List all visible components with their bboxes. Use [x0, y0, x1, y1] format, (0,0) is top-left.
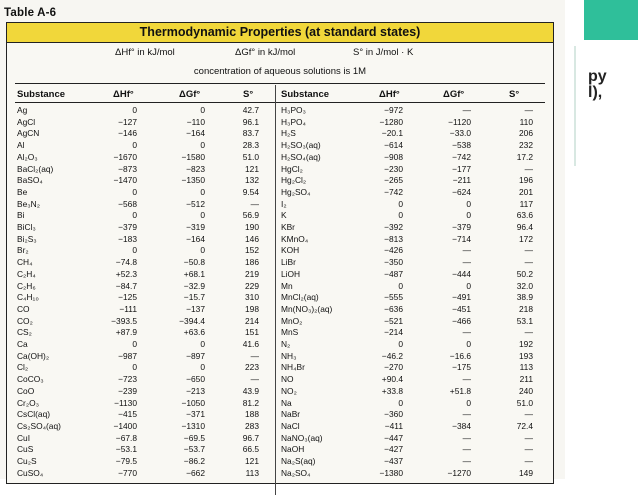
entropy-cell: 192 — [519, 339, 533, 349]
gibbs-cell: −444 — [452, 268, 471, 279]
entropy-cell: — — [524, 245, 533, 256]
substance-cell: NaOH — [281, 444, 305, 455]
side-text-fragment: py — [588, 68, 607, 85]
gibbs-cell: −1580 — [181, 151, 205, 162]
gibbs-cell: −1350 — [181, 175, 205, 186]
enthalpy-cell: −270 — [384, 362, 403, 373]
substance-cell: KBr — [281, 222, 295, 232]
enthalpy-cell: −67.8 — [115, 432, 137, 443]
enthalpy-cell: 0 — [132, 362, 137, 373]
entropy-cell: 96.1 — [242, 116, 259, 127]
enthalpy-cell: 0 — [132, 140, 137, 151]
gibbs-cell: −394.4 — [179, 315, 205, 326]
substance-cell: Na — [281, 397, 292, 408]
unit-entropy: S° in J/mol · K — [353, 47, 414, 58]
enthalpy-cell: −415 — [118, 409, 137, 420]
gibbs-cell: — — [462, 374, 471, 385]
substance-cell: NO — [281, 374, 294, 385]
gibbs-cell: −1310 — [181, 420, 205, 431]
enthalpy-cell: 0 — [132, 210, 137, 221]
substance-cell: Ca(OH)₂ — [17, 350, 50, 361]
gibbs-cell: −714 — [452, 233, 471, 244]
gibbs-cell: −175 — [452, 362, 471, 373]
entropy-cell: 240 — [519, 385, 533, 396]
enthalpy-cell: −379 — [118, 222, 137, 232]
substance-cell: Cs₂SO₄(aq) — [17, 420, 61, 431]
gibbs-cell: 0 — [200, 140, 205, 151]
entropy-cell: 214 — [245, 315, 259, 326]
entropy-cell: 28.3 — [242, 140, 259, 151]
accent-block — [584, 0, 638, 40]
entropy-cell: 66.5 — [242, 444, 259, 455]
gibbs-cell: −86.2 — [183, 456, 205, 466]
gibbs-cell: −164 — [186, 128, 205, 139]
gibbs-cell: — — [462, 245, 471, 256]
enthalpy-cell: +52.3 — [115, 268, 137, 279]
entropy-cell: — — [524, 456, 533, 466]
gibbs-cell: −384 — [452, 420, 471, 431]
entropy-cell: — — [524, 163, 533, 174]
entropy-cell: 198 — [245, 303, 259, 314]
enthalpy-cell: −770 — [118, 467, 137, 478]
substance-cell: CuS — [17, 444, 34, 455]
gibbs-cell: — — [462, 444, 471, 455]
header-rule-top — [15, 83, 545, 84]
gibbs-cell: −742 — [452, 151, 471, 162]
gibbs-cell: −50.8 — [183, 257, 205, 268]
gibbs-cell: +63.6 — [183, 327, 205, 338]
entropy-cell: 201 — [519, 186, 533, 197]
substance-cell: CuI — [17, 432, 31, 443]
substance-cell: NO₂ — [281, 385, 297, 396]
entropy-cell: 229 — [245, 280, 259, 291]
entropy-cell: 53.1 — [516, 315, 533, 326]
substance-cell: Bi — [17, 210, 25, 221]
enthalpy-cell: −74.8 — [115, 257, 137, 268]
header-substance-right: Substance — [281, 89, 330, 100]
substance-cell: H₂SO₃(aq) — [281, 140, 321, 151]
substance-cell: NH₃ — [281, 350, 297, 361]
entropy-cell: 83.7 — [242, 128, 259, 139]
substance-cell: Mn(NO₃)₂(aq) — [281, 303, 333, 314]
enthalpy-cell: −111 — [119, 303, 137, 314]
entropy-cell: — — [524, 257, 533, 268]
gibbs-cell: — — [462, 409, 471, 420]
enthalpy-cell: 0 — [398, 280, 403, 291]
substance-cell: I₂ — [281, 198, 287, 209]
gibbs-cell: — — [462, 257, 471, 268]
substance-cell: NaNO₃(aq) — [281, 432, 323, 443]
enthalpy-cell: −636 — [384, 303, 403, 314]
enthalpy-cell: −426 — [384, 245, 403, 256]
substance-cell: BaCl₂(aq) — [17, 163, 54, 174]
entropy-cell: 43.9 — [242, 385, 259, 396]
gibbs-cell: −897 — [186, 350, 205, 361]
enthalpy-cell: −972 — [384, 105, 403, 115]
table-label: Table A-6 — [4, 7, 57, 19]
entropy-cell: 113 — [245, 467, 259, 478]
gibbs-cell: −69.5 — [183, 432, 205, 443]
enthalpy-cell: +33.8 — [381, 385, 403, 396]
gibbs-cell: −1270 — [447, 467, 471, 478]
gibbs-cell: −1120 — [448, 116, 471, 127]
gibbs-cell: −823 — [186, 163, 205, 174]
entropy-cell: 32.0 — [516, 280, 533, 291]
entropy-cell: 152 — [245, 245, 259, 256]
gibbs-cell: 0 — [200, 186, 205, 197]
enthalpy-cell: −555 — [384, 292, 403, 303]
enthalpy-cell: −146 — [118, 128, 137, 139]
entropy-cell: 81.2 — [242, 397, 259, 408]
entropy-cell: 51.0 — [242, 151, 259, 162]
gibbs-cell: −512 — [186, 198, 205, 209]
enthalpy-cell: −813 — [384, 233, 403, 244]
entropy-cell: 96.4 — [516, 222, 533, 232]
enthalpy-cell: −1670 — [113, 151, 137, 162]
substance-cell: Cl₂ — [17, 362, 29, 373]
gibbs-cell: −177 — [452, 163, 471, 174]
gibbs-cell: 0 — [466, 397, 471, 408]
entropy-cell: 149 — [519, 467, 533, 478]
substance-cell: CsCl(aq) — [17, 409, 51, 420]
gibbs-cell: −1050 — [181, 397, 205, 408]
gibbs-cell: −16.6 — [449, 350, 471, 361]
enthalpy-cell: 0 — [132, 105, 137, 115]
substance-cell: MnS — [281, 327, 299, 338]
enthalpy-cell: −1130 — [114, 397, 137, 408]
substance-cell: Hg₂SO₄ — [281, 186, 311, 197]
enthalpy-cell: −521 — [384, 315, 403, 326]
enthalpy-cell: −20.1 — [381, 128, 403, 139]
header-g-right: ΔGf° — [443, 89, 465, 100]
gibbs-cell: −33.0 — [449, 128, 471, 139]
gibbs-cell: −319 — [186, 222, 205, 232]
entropy-cell: 232 — [519, 140, 533, 151]
enthalpy-cell: −873 — [118, 163, 137, 174]
entropy-cell: 38.9 — [516, 292, 533, 303]
entropy-cell: 110 — [519, 116, 533, 127]
enthalpy-cell: −53.1 — [115, 444, 137, 455]
entropy-cell: 196 — [519, 175, 533, 186]
entropy-cell: — — [524, 409, 533, 420]
enthalpy-cell: 0 — [398, 397, 403, 408]
substance-cell: Na₂S(aq) — [281, 456, 316, 466]
entropy-cell: — — [250, 350, 259, 361]
substance-cell: BiCl₃ — [17, 222, 36, 232]
substance-cell: Hg₂Cl₂ — [281, 175, 307, 186]
enthalpy-cell: −447 — [384, 432, 403, 443]
substance-cell: K — [281, 210, 287, 221]
substance-cell: Cr₂O₃ — [17, 397, 40, 408]
entropy-cell: — — [524, 444, 533, 455]
substance-cell: AgCl — [17, 116, 36, 127]
enthalpy-cell: −723 — [118, 374, 137, 385]
side-text-fragment-2: l), — [588, 84, 603, 101]
substance-cell: CO₂ — [17, 315, 33, 326]
substance-cell: Be₃N₂ — [17, 198, 40, 209]
substance-cell: KMnO₄ — [281, 233, 309, 244]
entropy-cell: 193 — [519, 350, 533, 361]
gibbs-cell: — — [462, 327, 471, 338]
substance-cell: Bi₂S₃ — [17, 233, 37, 244]
gibbs-cell: −624 — [452, 186, 471, 197]
unit-enthalpy: ΔHf° in kJ/mol — [115, 47, 175, 58]
header-h-right: ΔHf° — [379, 89, 400, 100]
enthalpy-cell: −127 — [118, 116, 137, 127]
entropy-cell: 56.9 — [242, 210, 259, 221]
gibbs-cell: — — [462, 456, 471, 466]
enthalpy-cell: −568 — [118, 198, 137, 209]
enthalpy-cell: −46.2 — [381, 350, 403, 361]
enthalpy-cell: +90.4 — [381, 374, 403, 385]
entropy-cell: 223 — [245, 362, 259, 373]
enthalpy-cell: −84.7 — [115, 280, 137, 291]
entropy-cell: 42.7 — [242, 105, 259, 115]
entropy-cell: 310 — [245, 292, 259, 303]
entropy-cell: 172 — [519, 233, 533, 244]
entropy-cell: 17.2 — [516, 151, 533, 162]
substance-cell: BaSO₄ — [17, 175, 43, 186]
entropy-cell: 186 — [245, 257, 259, 268]
gibbs-cell: −371 — [186, 409, 205, 420]
substance-cell: Ca — [17, 339, 28, 349]
enthalpy-cell: −79.5 — [115, 456, 137, 466]
substance-cell: CS₂ — [17, 327, 32, 338]
entropy-cell: 146 — [245, 233, 259, 244]
gibbs-cell: 0 — [200, 105, 205, 115]
entropy-cell: 50.2 — [516, 268, 533, 279]
header-g-left: ΔGf° — [179, 89, 201, 100]
substance-cell: H₃PO₃ — [281, 105, 306, 115]
enthalpy-cell: 0 — [132, 186, 137, 197]
substance-cell: CuSO₄ — [17, 467, 44, 478]
entropy-cell: — — [524, 105, 533, 115]
gibbs-cell: −53.7 — [183, 444, 205, 455]
gibbs-cell: 0 — [200, 210, 205, 221]
substance-cell: Cu₂S — [17, 456, 37, 466]
accent-rule — [574, 46, 576, 166]
enthalpy-cell: −1400 — [113, 420, 137, 431]
gibbs-cell: −137 — [186, 303, 205, 314]
gibbs-cell: −538 — [452, 140, 471, 151]
unit-gibbs: ΔGf° in kJ/mol — [235, 47, 296, 58]
enthalpy-cell: −125 — [118, 292, 137, 303]
substance-cell: Na₂SO₄ — [281, 467, 311, 478]
enthalpy-cell: −1280 — [379, 116, 403, 127]
entropy-cell: — — [524, 327, 533, 338]
entropy-cell: 211 — [519, 374, 533, 385]
substance-cell: N₂ — [281, 339, 291, 349]
enthalpy-cell: −183 — [118, 233, 137, 244]
substance-cell: MnCl₂(aq) — [281, 292, 319, 303]
enthalpy-cell: −350 — [384, 257, 403, 268]
enthalpy-cell: −239 — [118, 385, 137, 396]
table-title: Thermodynamic Properties (at standard states) — [7, 23, 553, 43]
enthalpy-cell: −614 — [384, 140, 403, 151]
gibbs-cell: 0 — [200, 339, 205, 349]
enthalpy-cell: −393.5 — [111, 315, 137, 326]
gibbs-cell: −15.7 — [183, 292, 205, 303]
enthalpy-cell: −427 — [384, 444, 403, 455]
enthalpy-cell: 0 — [398, 198, 403, 209]
enthalpy-cell: −742 — [384, 186, 403, 197]
header-s-left: S° — [243, 89, 254, 100]
entropy-cell: 51.0 — [516, 397, 533, 408]
substance-cell: CH₄ — [17, 257, 33, 268]
enthalpy-cell: −265 — [384, 175, 403, 186]
substance-cell: KOH — [281, 245, 300, 256]
gibbs-cell: 0 — [466, 280, 471, 291]
enthalpy-cell: 0 — [132, 245, 137, 256]
entropy-cell: — — [250, 198, 259, 209]
entropy-cell: 188 — [245, 409, 259, 420]
enthalpy-cell: −392 — [384, 222, 403, 232]
gibbs-cell: −650 — [186, 374, 205, 385]
entropy-cell: 63.6 — [516, 210, 533, 221]
substance-cell: Br₂ — [17, 245, 29, 256]
substance-cell: C₂H₆ — [17, 280, 36, 291]
enthalpy-cell: −214 — [384, 327, 403, 338]
substance-cell: NH₄Br — [281, 362, 305, 373]
substance-cell: H₃PO₄ — [281, 116, 306, 127]
gibbs-cell: +51.8 — [449, 385, 471, 396]
substance-cell: NaCl — [281, 420, 300, 431]
gibbs-cell: 0 — [200, 362, 205, 373]
enthalpy-cell: 0 — [132, 339, 137, 349]
enthalpy-cell: 0 — [398, 339, 403, 349]
gibbs-cell: +68.1 — [183, 268, 205, 279]
substance-cell: Mn — [281, 280, 293, 291]
substance-cell: CoO — [17, 385, 35, 396]
entropy-cell: 132 — [245, 175, 259, 186]
entropy-cell: 96.7 — [242, 432, 259, 443]
enthalpy-cell: −437 — [384, 456, 403, 466]
gibbs-cell: — — [462, 105, 471, 115]
header-s-right: S° — [509, 89, 520, 100]
header-rule-bottom — [15, 102, 545, 103]
concentration-note: concentration of aqueous solutions is 1M — [193, 66, 367, 77]
substance-cell: LiBr — [281, 257, 296, 268]
substance-cell: CoCO₃ — [17, 374, 44, 385]
gibbs-cell: −164 — [186, 233, 205, 244]
substance-cell: C₄H₁₀ — [17, 292, 39, 303]
entropy-cell: 219 — [245, 268, 259, 279]
gibbs-cell: −451 — [452, 303, 471, 314]
entropy-cell: — — [250, 374, 259, 385]
gibbs-cell: 0 — [466, 198, 471, 209]
enthalpy-cell: −487 — [384, 268, 403, 279]
entropy-cell: 9.54 — [242, 186, 259, 197]
entropy-cell: 41.6 — [242, 339, 259, 349]
gibbs-cell: −211 — [452, 175, 471, 186]
entropy-cell: 190 — [245, 222, 259, 232]
entropy-cell: 218 — [519, 303, 533, 314]
enthalpy-cell: 0 — [398, 210, 403, 221]
entropy-cell: 72.4 — [516, 420, 533, 431]
substance-cell: CO — [17, 303, 30, 314]
gibbs-cell: −466 — [452, 315, 471, 326]
entropy-cell: 121 — [245, 456, 259, 466]
substance-cell: Be — [17, 186, 28, 197]
enthalpy-cell: −1470 — [113, 175, 137, 186]
gibbs-cell: −110 — [186, 116, 205, 127]
substance-cell: H₂SO₄(aq) — [281, 151, 321, 162]
substance-cell: H₂S — [281, 128, 296, 139]
entropy-cell: — — [524, 432, 533, 443]
column-separator — [275, 85, 276, 495]
gibbs-cell: — — [462, 432, 471, 443]
enthalpy-cell: −411 — [384, 420, 403, 431]
gibbs-cell: 0 — [200, 245, 205, 256]
substance-cell: AgCN — [17, 128, 40, 139]
substance-cell: MnO₂ — [281, 315, 303, 326]
entropy-cell: 283 — [245, 420, 259, 431]
substance-cell: NaBr — [281, 409, 301, 420]
gibbs-cell: −662 — [186, 467, 205, 478]
entropy-cell: 121 — [245, 163, 259, 174]
entropy-cell: 117 — [519, 198, 533, 209]
substance-cell: C₂H₄ — [17, 268, 36, 279]
substance-cell: Al₂O₃ — [17, 151, 38, 162]
enthalpy-cell: −987 — [118, 350, 137, 361]
substance-cell: Ag — [17, 105, 28, 115]
table-frame — [6, 22, 554, 484]
gibbs-cell: 0 — [466, 210, 471, 221]
gibbs-cell: −213 — [186, 385, 205, 396]
gibbs-cell: −32.9 — [183, 280, 205, 291]
enthalpy-cell: −230 — [384, 163, 403, 174]
enthalpy-cell: +87.9 — [115, 327, 137, 338]
gibbs-cell: −491 — [452, 292, 471, 303]
header-substance-left: Substance — [17, 89, 66, 100]
entropy-cell: 151 — [245, 327, 259, 338]
gibbs-cell: 0 — [466, 339, 471, 349]
enthalpy-cell: −908 — [384, 151, 403, 162]
substance-cell: HgCl₂ — [281, 163, 303, 174]
enthalpy-cell: −360 — [384, 409, 403, 420]
header-h-left: ΔHf° — [113, 89, 134, 100]
substance-cell: LiOH — [281, 268, 301, 279]
enthalpy-cell: −1380 — [379, 467, 403, 478]
entropy-cell: 206 — [519, 128, 533, 139]
entropy-cell: 113 — [519, 362, 533, 373]
gibbs-cell: −379 — [452, 222, 471, 232]
substance-cell: Al — [17, 140, 25, 151]
